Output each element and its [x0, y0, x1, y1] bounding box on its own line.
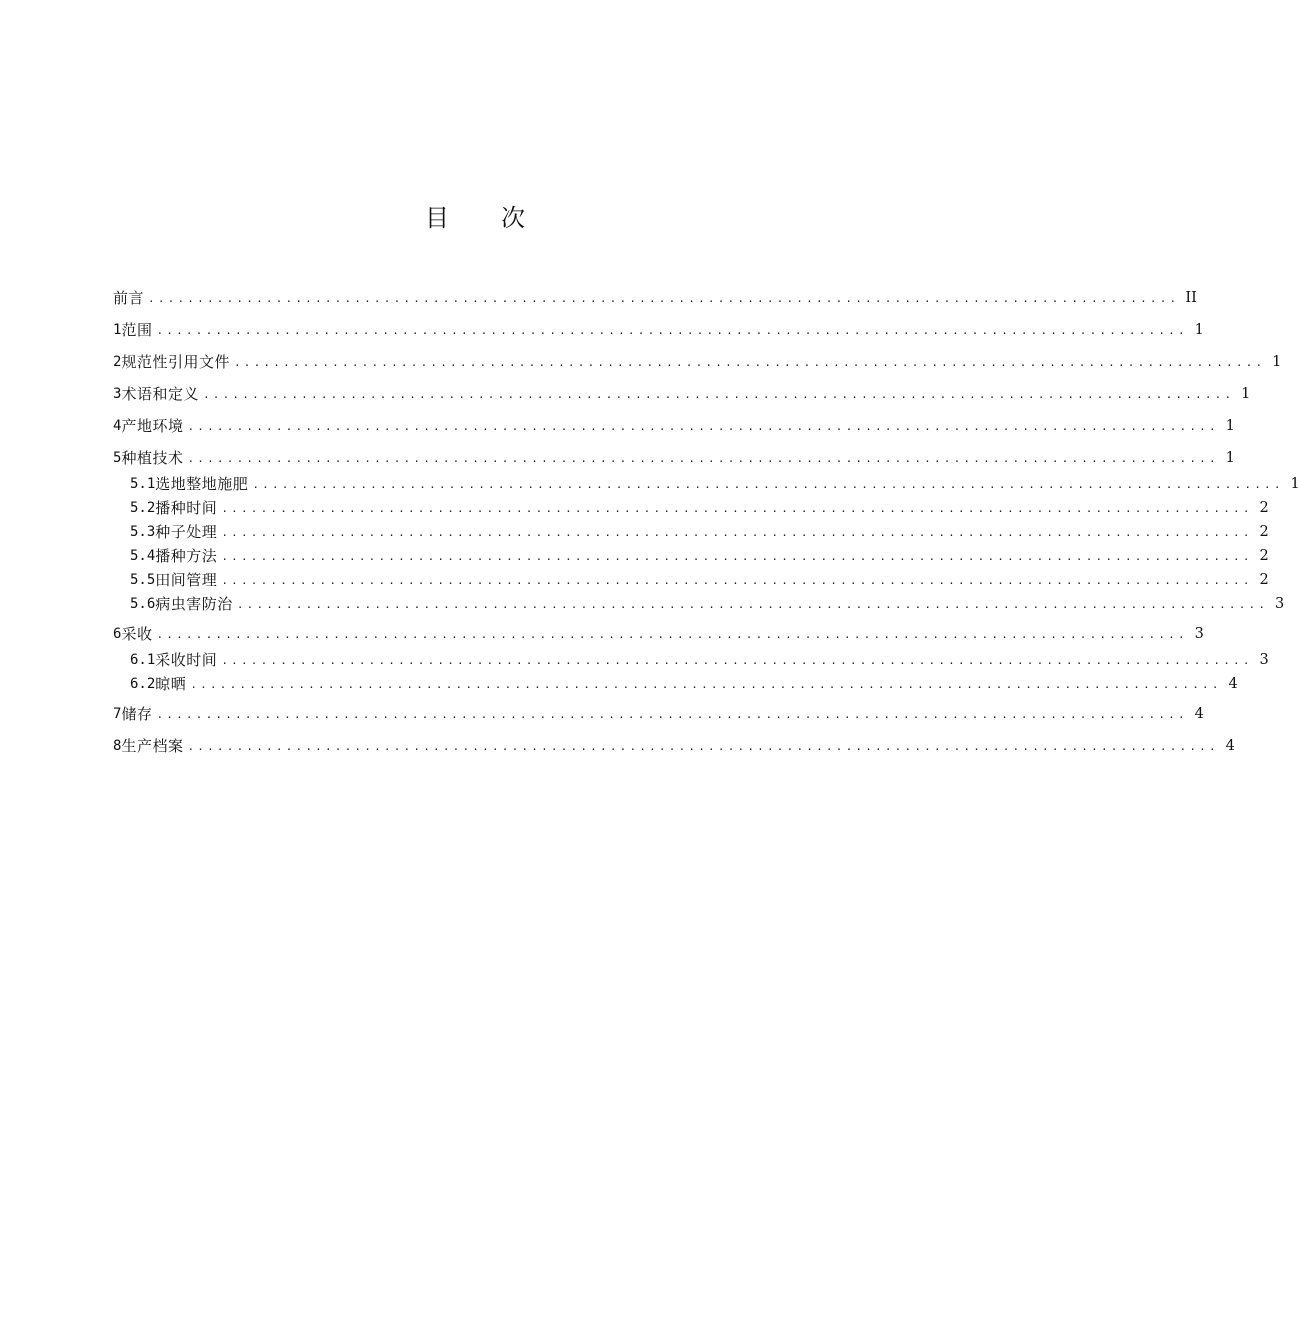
toc-entry-label: 选地整地施肥 — [155, 475, 249, 493]
toc-entry-production-records[interactable] — [113, 734, 1235, 758]
toc-entry-label: 病虫害防治 — [155, 595, 233, 613]
toc-subentry-field-management[interactable] — [130, 568, 1269, 592]
toc-entry-label: 规范性引用文件 — [121, 353, 230, 371]
toc-entry-label: 采收时间 — [155, 651, 218, 669]
toc-leader-dots: ......................................................................................................... — [187, 452, 1219, 465]
toc-leader-dots: ......................................................................................................... — [221, 550, 1253, 563]
toc-entry-number: 1 — [113, 322, 122, 338]
toc-entry-label: 储存 — [121, 705, 153, 723]
toc-entry-number: 6 — [113, 626, 122, 642]
toc-entry-number: 4 — [113, 418, 122, 434]
toc-leader-dots: ......................................................................................................... — [252, 478, 1284, 491]
toc-entry-page: 3 — [1274, 596, 1285, 612]
toc-entry-number: 6.2 — [130, 676, 156, 692]
toc-entry-page: 2 — [1259, 500, 1269, 516]
toc-entry-page: 4 — [1228, 676, 1238, 692]
toc-leader-dots: ......................................................................................................... — [221, 502, 1253, 515]
toc-entry-page: 1 — [1225, 418, 1235, 434]
toc-subentry-drying[interactable] — [130, 672, 1238, 696]
toc-entry-page: 1 — [1241, 386, 1251, 402]
toc-entry-page: 1 — [1290, 476, 1300, 492]
toc-leader-dots: ......................................................................................................... — [221, 654, 1253, 667]
toc-entry-page: 2 — [1259, 548, 1269, 564]
toc-leader-dots: ......................................................................................................... — [221, 526, 1253, 539]
toc-title — [0, 200, 950, 236]
toc-entry-storage[interactable] — [113, 702, 1204, 726]
toc-leader-dots: ......................................................................................................... — [221, 574, 1253, 587]
toc-leader-dots: ......................................................................................................... — [187, 740, 1219, 753]
toc-subentry-pest-control[interactable] — [130, 592, 1285, 616]
toc-entry-scope[interactable] — [113, 318, 1204, 342]
toc-entry-page: 2 — [1259, 572, 1269, 588]
toc-leader-dots: ......................................................................................................... — [190, 678, 1222, 691]
toc-leader-dots: ......................................................................................................... — [202, 388, 1235, 401]
toc-entry-number: 2 — [113, 354, 122, 370]
toc-entry-normative-references[interactable] — [113, 350, 1282, 374]
toc-entry-page: II — [1185, 290, 1197, 306]
toc-entry-number: 8 — [113, 738, 122, 754]
toc-entry-page: 4 — [1194, 706, 1204, 722]
toc-leader-dots: ......................................................................................................... — [156, 628, 1188, 641]
toc-subentry-sowing-method[interactable] — [130, 544, 1269, 568]
toc-subentry-site-preparation[interactable] — [130, 472, 1300, 496]
toc-subentry-sowing-time[interactable] — [130, 496, 1269, 520]
toc-entry-terms-definitions[interactable] — [113, 382, 1251, 406]
toc-entry-label: 播种方法 — [155, 547, 218, 565]
toc-entry-harvest[interactable] — [113, 622, 1204, 646]
toc-entry-page: 3 — [1194, 626, 1204, 642]
toc-entry-number: 5.1 — [130, 476, 156, 492]
toc-leader-dots: ......................................................................................................... — [187, 420, 1219, 433]
toc-leader-dots: ......................................................................................................... — [233, 356, 1266, 369]
toc-entry-label: 种植技术 — [121, 449, 184, 467]
toc-entry-page: 1 — [1272, 354, 1282, 370]
toc-entry-planting[interactable] — [113, 446, 1235, 470]
toc-title-char-2: 次 — [501, 204, 525, 232]
toc-entry-label: 范围 — [121, 321, 153, 339]
toc-entry-label: 晾晒 — [155, 675, 187, 693]
toc-entry-label: 播种时间 — [155, 499, 218, 517]
toc-entry-label: 术语和定义 — [121, 385, 199, 403]
toc-entry-number: 7 — [113, 706, 122, 722]
toc-entry-number: 5.5 — [130, 572, 156, 588]
toc-entry-environment[interactable] — [113, 414, 1235, 438]
toc-entry-label: 产地环境 — [121, 417, 184, 435]
toc-entry-number: 5.3 — [130, 524, 156, 540]
toc-entry-number: 6.1 — [130, 652, 156, 668]
toc-leader-dots: ......................................................................................................... — [156, 708, 1188, 721]
toc-entry-label: 采收 — [121, 625, 153, 643]
toc-leader-dots: ......................................................................................................... — [236, 598, 1269, 611]
toc-entry-foreword[interactable] — [113, 286, 1197, 310]
toc-entry-page: 2 — [1259, 524, 1269, 540]
toc-entry-label: 生产档案 — [121, 737, 184, 755]
toc-leader-dots: ......................................................................................................... — [156, 324, 1188, 337]
toc-entry-number: 5.6 — [130, 596, 156, 612]
toc-entry-number: 3 — [113, 386, 122, 402]
toc-leader-dots: ......................................................................................................... — [148, 292, 1180, 305]
toc-entry-number: 5.4 — [130, 548, 156, 564]
toc-entry-label: 种子处理 — [155, 523, 218, 541]
toc-entry-number: 5.2 — [130, 500, 156, 516]
toc-title-char-1: 目 — [425, 204, 449, 232]
toc-entry-page: 4 — [1225, 738, 1235, 754]
toc-entry-label: 田间管理 — [155, 571, 218, 589]
toc-entry-label: 前言 — [113, 289, 145, 307]
toc-subentry-seed-treatment[interactable] — [130, 520, 1269, 544]
toc-entry-page: 3 — [1259, 652, 1269, 668]
toc-subentry-harvest-time[interactable] — [130, 648, 1269, 672]
toc-entry-page: 1 — [1194, 322, 1204, 338]
toc-entry-number: 5 — [113, 450, 122, 466]
toc-entry-page: 1 — [1225, 450, 1235, 466]
